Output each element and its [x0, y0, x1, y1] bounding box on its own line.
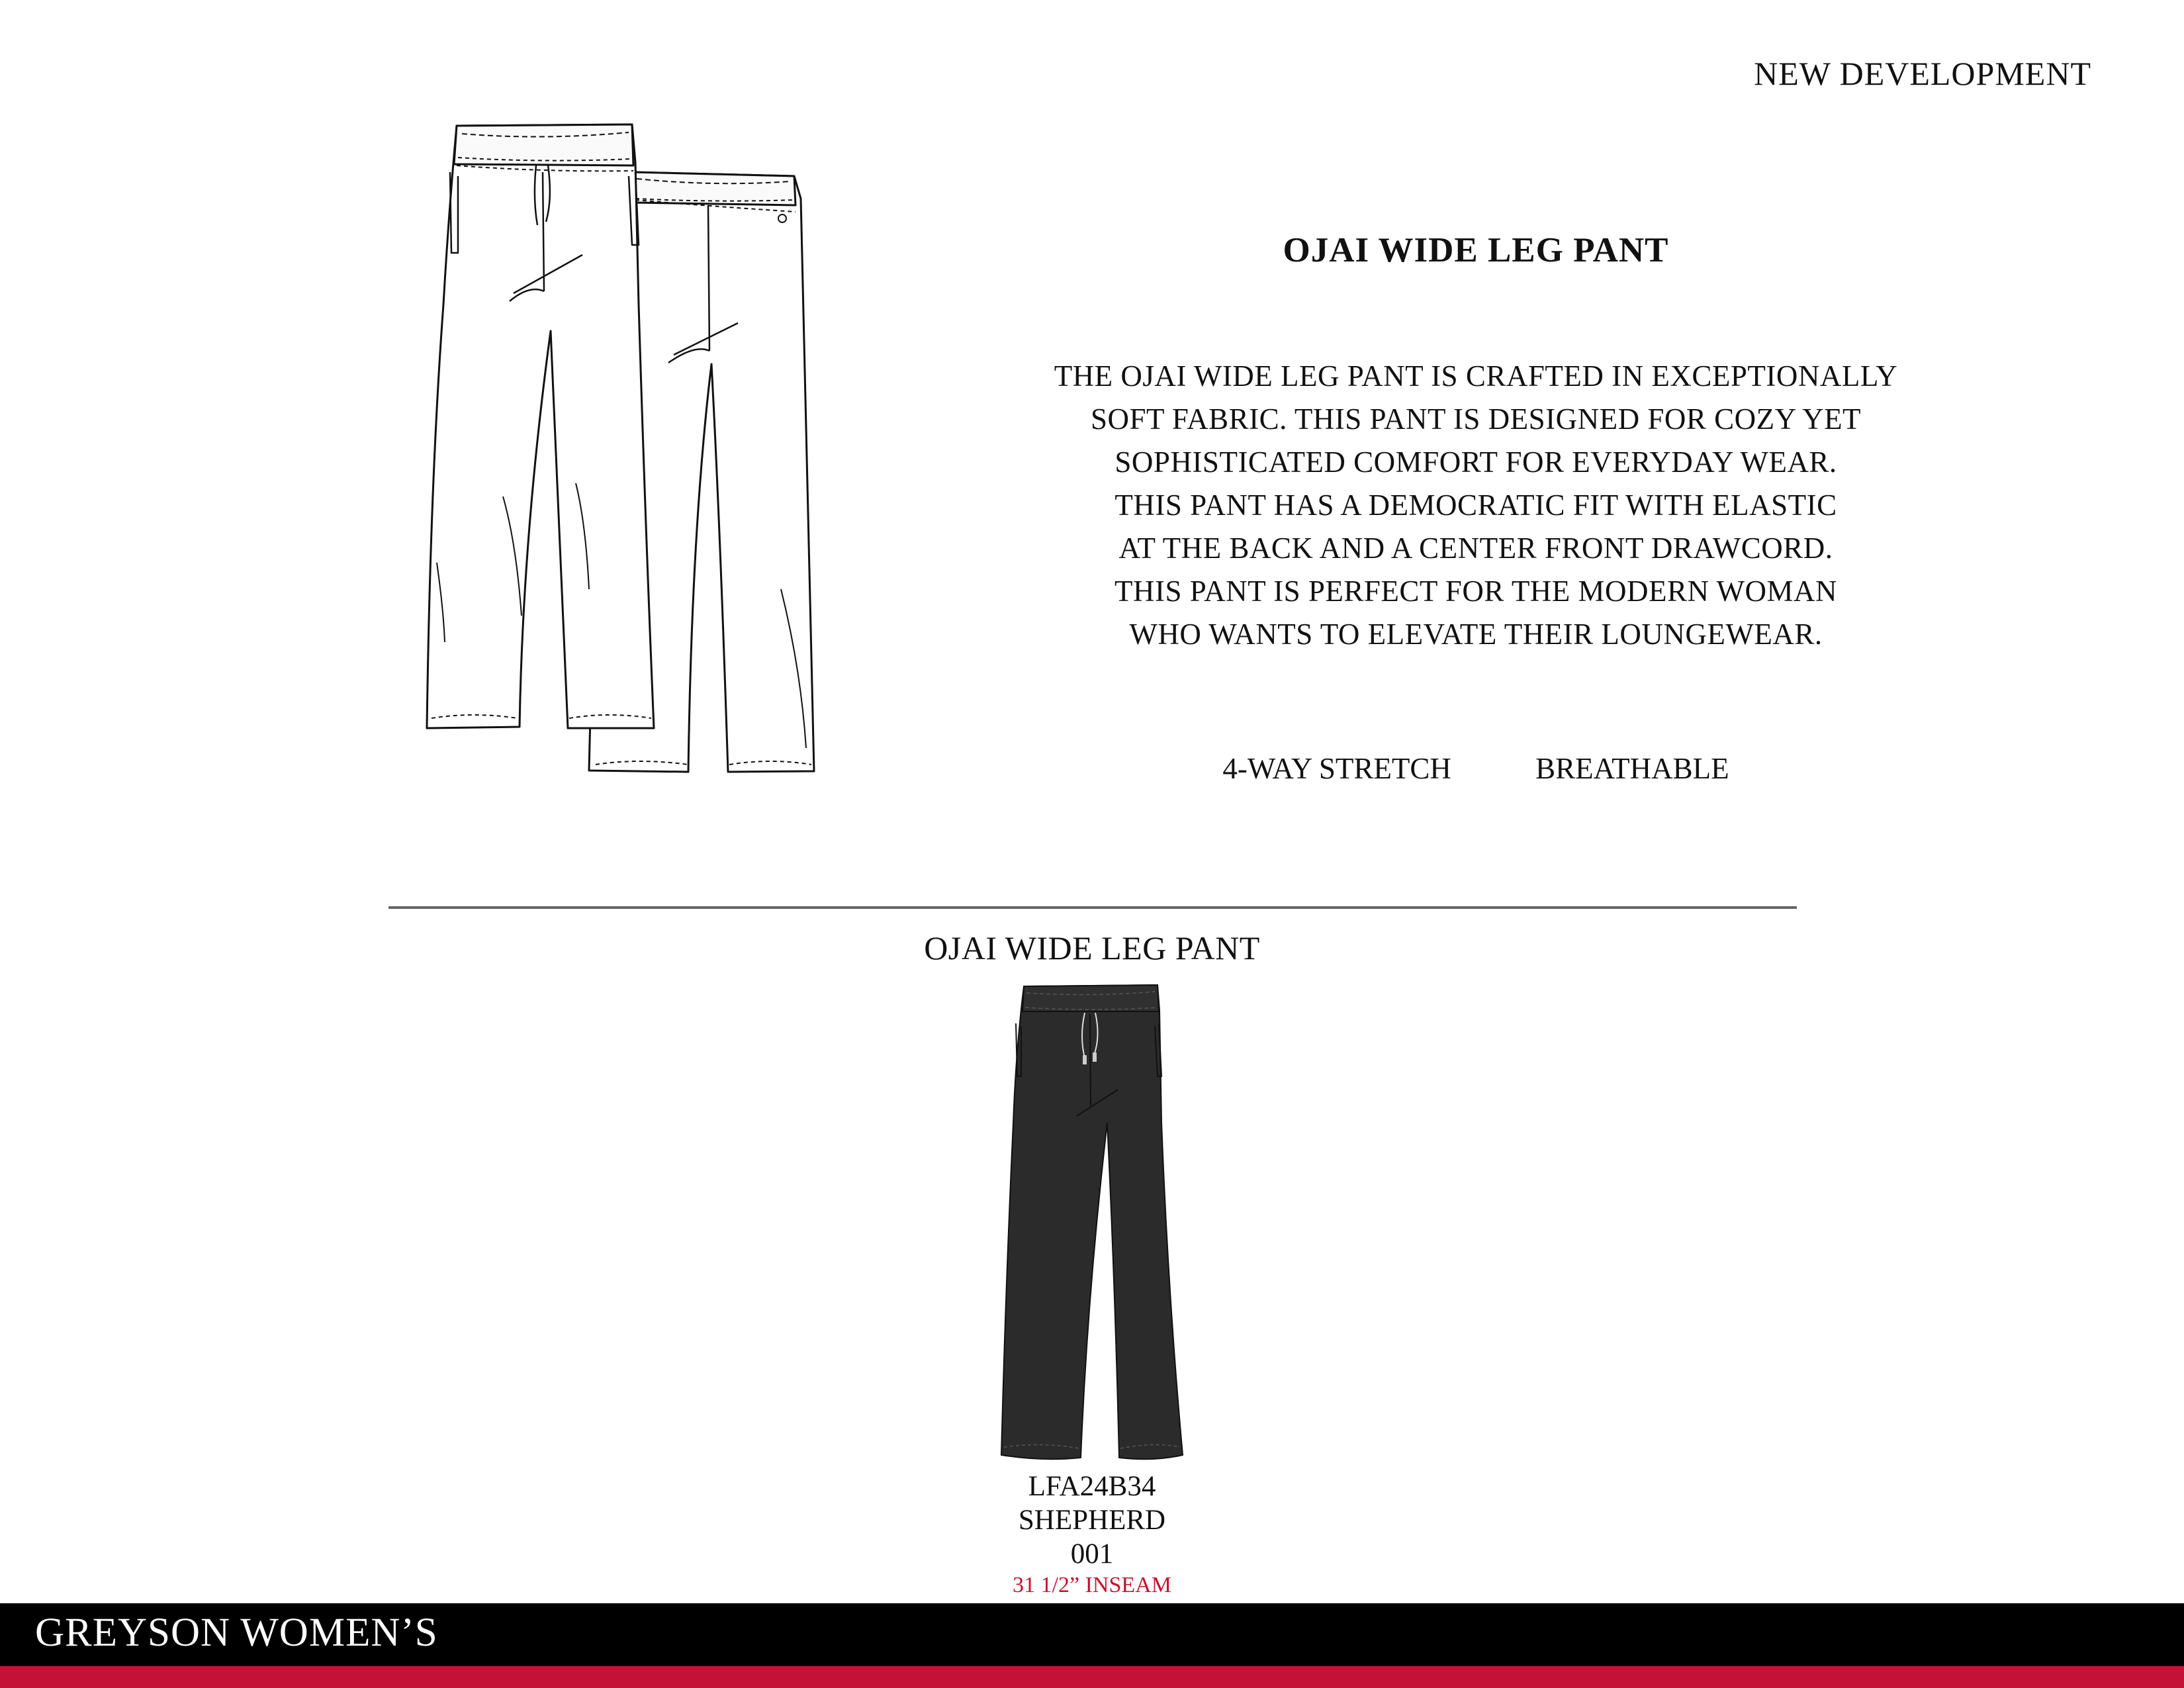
feature-stretch: 4-WAY STRETCH — [1222, 752, 1451, 785]
swatch-info — [860, 1470, 1324, 1600]
description-line: WHO WANTS TO ELEVATE THEIR LOUNGEWEAR. — [1129, 618, 1823, 651]
feature-list — [993, 751, 1959, 786]
header-tag: NEW DEVELOPMENT — [1754, 55, 2091, 92]
footer-brand: GREYSON WOMEN’S — [35, 1611, 438, 1655]
color-name: SHEPHERD — [1018, 1505, 1166, 1536]
feature-breathable: BREATHABLE — [1535, 752, 1729, 785]
footer-accent-stripe — [0, 1666, 2184, 1688]
description-line: SOPHISTICATED COMFORT FOR EVERYDAY WEAR. — [1115, 445, 1837, 479]
inseam-label: 31 1/2” INSEAM — [1013, 1573, 1171, 1597]
pant-flat-shepherd-icon — [996, 984, 1188, 1467]
pant-technical-sketch — [410, 113, 847, 821]
style-code: LFA24B34 — [1028, 1471, 1156, 1502]
description-line: SOFT FABRIC. THIS PANT IS DESIGNED FOR COZY YET — [1090, 402, 1862, 436]
product-description — [993, 355, 1959, 656]
description-line: AT THE BACK AND A CENTER FRONT DRAWCORD. — [1118, 532, 1833, 565]
description-line: THE OJAI WIDE LEG PANT IS CRAFTED IN EXCEPTIONALLY — [1054, 359, 1898, 393]
product-title: OJAI WIDE LEG PANT — [1283, 231, 1669, 269]
description-line: THIS PANT HAS A DEMOCRATIC FIT WITH ELASTIC — [1115, 489, 1837, 522]
description-line: THIS PANT IS PERFECT FOR THE MODERN WOMAN — [1115, 575, 1837, 608]
section-divider — [388, 906, 1797, 909]
pant-front-sketch-icon — [427, 124, 654, 728]
color-code: 001 — [1070, 1538, 1114, 1570]
variant-title: OJAI WIDE LEG PANT — [924, 929, 1260, 966]
